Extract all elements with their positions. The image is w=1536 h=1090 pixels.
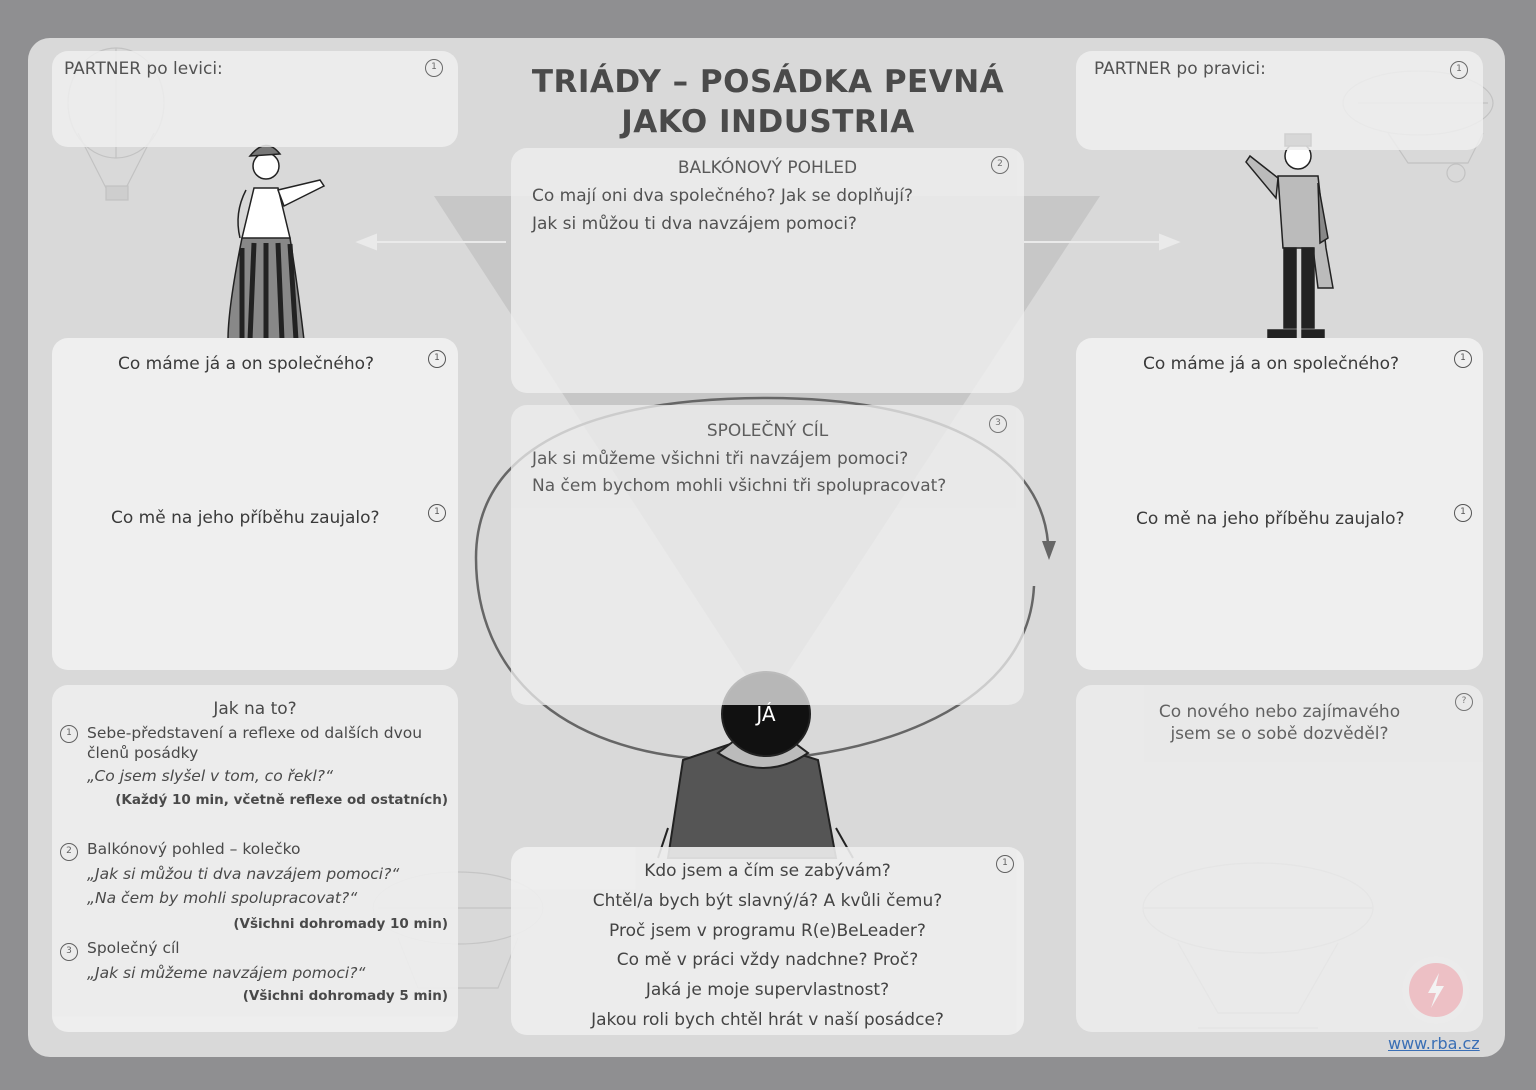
page-title bbox=[528, 62, 1008, 142]
goal-question-2: Na čem bychom mohli všichni tři spolupracovat? bbox=[532, 476, 947, 496]
goal-heading: SPOLEČNÝ CÍL bbox=[706, 421, 829, 441]
title-line-1: TRIÁDY – POSÁDKA PEVNÁ bbox=[531, 64, 1005, 100]
title-line-2: JAKO INDUSTRIA bbox=[621, 104, 915, 140]
step-number-badge: 1 bbox=[428, 350, 446, 368]
step-number-badge: 1 bbox=[1454, 504, 1472, 522]
step-number-badge: 3 bbox=[60, 943, 78, 961]
self-discovery-question bbox=[1076, 701, 1483, 745]
howto-quote: „Jak si můžou ti dva navzájem pomoci?“ bbox=[87, 865, 400, 883]
step-number-badge: 1 bbox=[1454, 350, 1472, 368]
step-number-badge: 1 bbox=[425, 59, 443, 77]
step-number-badge: 1 bbox=[996, 855, 1014, 873]
howto-quote: „Co jsem slyšel v tom, co řekl?“ bbox=[87, 767, 334, 785]
howto-time: (Každý 10 min, včetně reflexe od ostatních) bbox=[115, 792, 448, 808]
step-number-badge: 3 bbox=[989, 415, 1007, 433]
cycle-arrow-head bbox=[1042, 541, 1056, 560]
left-common-question: Co máme já a on společného? bbox=[118, 354, 375, 374]
me-question: Jakou roli bych chtěl hrát v naší posádce? bbox=[591, 1009, 944, 1030]
me-questions-box[interactable] bbox=[511, 847, 1024, 1035]
step-number-badge: 2 bbox=[991, 156, 1009, 174]
partner-right-label: PARTNER po pravici: bbox=[1094, 59, 1266, 79]
self-discovery-line-2: jsem se o sobě dozvěděl? bbox=[1170, 724, 1389, 744]
howto-step-text: Společný cíl bbox=[87, 939, 180, 957]
left-story-question: Co mě na jeho příběhu zaujalo? bbox=[111, 508, 380, 528]
right-story-question: Co mě na jeho příběhu zaujalo? bbox=[1136, 509, 1405, 529]
howto-time: (Všichni dohromady 5 min) bbox=[242, 988, 448, 1004]
howto-step-text: Balkónový pohled – kolečko bbox=[87, 840, 301, 858]
me-question: Chtěl/a bych být slavný/á? A kvůli čemu? bbox=[592, 890, 943, 911]
balcony-view-box[interactable] bbox=[511, 148, 1024, 393]
me-question: Co mě v práci vždy nadchne? Proč? bbox=[616, 950, 919, 971]
partner-left-label: PARTNER po levici: bbox=[64, 59, 223, 79]
worksheet-board bbox=[28, 38, 1505, 1057]
right-common-question: Co máme já a on společného? bbox=[1143, 354, 1400, 374]
howto-quote: „Jak si můžeme navzájem pomoci?“ bbox=[87, 964, 366, 982]
website-link[interactable]: www.rba.cz bbox=[1388, 1034, 1480, 1053]
self-discovery-line-1: Co nového nebo zajímavého bbox=[1158, 702, 1401, 722]
howto-time: (Všichni dohromady 10 min) bbox=[233, 916, 448, 932]
howto-step-text: Sebe-představení a reflexe od dalších dvou členů posádky bbox=[87, 724, 423, 762]
step-number-badge: 1 bbox=[60, 725, 78, 743]
partner-left-box[interactable] bbox=[52, 51, 458, 147]
howto-heading: Jak na to? bbox=[213, 699, 297, 719]
me-question: Proč jsem v programu R(e)BeLeader? bbox=[609, 920, 926, 941]
goal-question-1: Jak si můžeme všichni tři navzájem pomoci? bbox=[532, 449, 909, 469]
step-number-badge: 1 bbox=[428, 504, 446, 522]
howto-box bbox=[52, 685, 458, 1032]
self-discovery-box[interactable] bbox=[1076, 685, 1483, 1032]
step-number-badge: 2 bbox=[60, 843, 78, 861]
me-question-list bbox=[511, 857, 1024, 1036]
me-question: Jaká je moje supervlastnost? bbox=[645, 980, 890, 1001]
me-label: JÁ bbox=[756, 702, 776, 726]
left-partner-notes-box[interactable] bbox=[52, 338, 458, 670]
common-goal-box[interactable] bbox=[511, 405, 1024, 705]
balcony-question-2: Jak si můžou ti dva navzájem pomoci? bbox=[532, 214, 857, 234]
step-number-badge: ? bbox=[1455, 693, 1473, 711]
partner-right-box[interactable] bbox=[1076, 51, 1483, 150]
woman-illustration bbox=[228, 145, 324, 340]
balcony-heading: BALKÓNOVÝ POHLED bbox=[677, 158, 858, 178]
right-partner-notes-box[interactable] bbox=[1076, 338, 1483, 670]
step-number-badge: 1 bbox=[1450, 61, 1468, 79]
balcony-question-1: Co mají oni dva společného? Jak se doplňují? bbox=[532, 186, 914, 206]
howto-quote: „Na čem by mohli spolupracovat?“ bbox=[87, 889, 358, 907]
me-question: Kdo jsem a čím se zabývám? bbox=[644, 861, 891, 881]
man-illustration bbox=[1246, 134, 1333, 340]
